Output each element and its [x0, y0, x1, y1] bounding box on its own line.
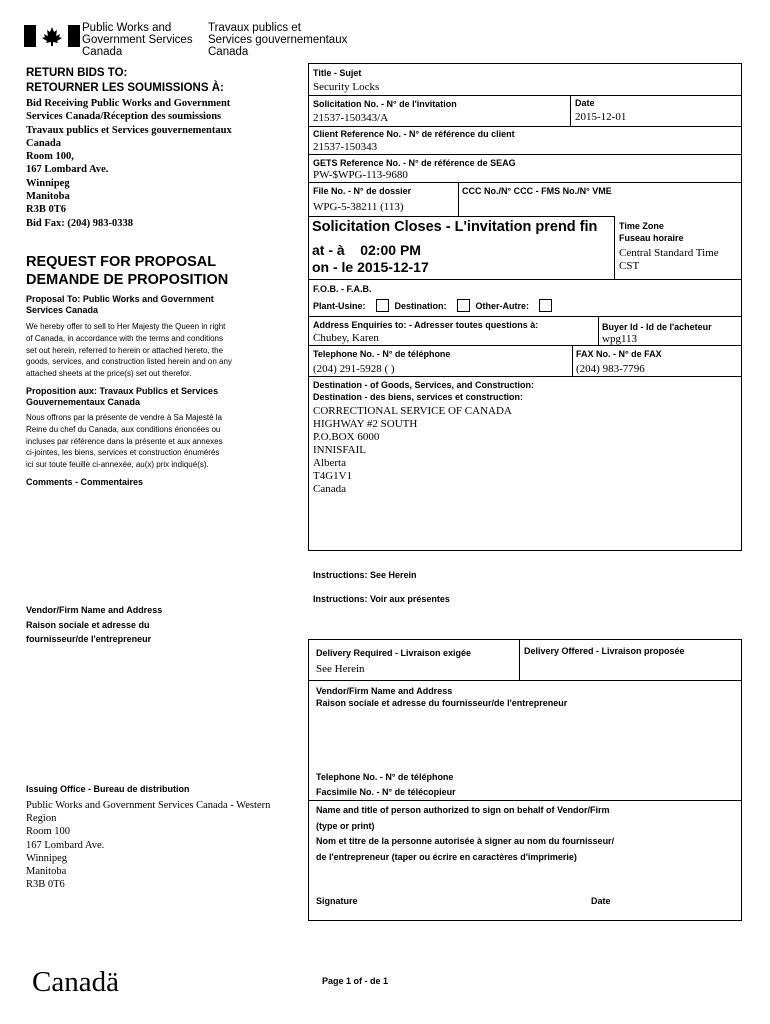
delivery-required-label: Delivery Required - Livraison exigée [316, 648, 472, 658]
destination-label-en: Destination - of Goods, Services, and Construction: [313, 380, 535, 390]
issuing-office-line: Public Works and Government Services Canada - Western [26, 800, 271, 811]
proposition-aux-text: incluses par référence dans la présente et aux annexes [26, 436, 223, 446]
department-name-fr-line1: Travaux publics et [208, 22, 301, 34]
instructions-fr: Instructions: Voir aux présentes [313, 594, 450, 604]
vendor-fax-label: Facsimile No. - N° de télécopieur [316, 787, 456, 797]
vendor-firm-label-en: Vendor/Firm Name and Address [316, 686, 453, 696]
document-type-en: REQUEST FOR PROPOSAL [26, 254, 217, 270]
canada-wordmark: Canadä [32, 966, 119, 998]
closing-at-label: at - à [312, 242, 345, 258]
other-autre-checkbox[interactable] [539, 299, 552, 312]
page-number: Page 1 of - de 1 [322, 976, 389, 986]
return-bids-line: Manitoba [26, 191, 70, 203]
solicitation-number-label: Solicitation No. - N° de l'invitation [313, 99, 457, 109]
gets-reference-value: PW-$WPG-113-9680 [313, 169, 408, 181]
address-enquiries-value: Chubey, Karen [313, 332, 379, 344]
proposition-aux-text: Reine du chef du Canada, aux conditions énoncées ou [26, 424, 221, 434]
destination-line: CORRECTIONAL SERVICE OF CANADA [313, 405, 512, 417]
destination-label [313, 379, 534, 403]
department-name-en-line2: Government Services [82, 34, 193, 46]
return-bids-line: Services Canada/Réception des soumissions [26, 111, 222, 123]
plant-usine-label: Plant-Usine: [313, 301, 366, 311]
authorized-signatory-label [316, 803, 614, 865]
gets-reference-label: GETS Reference No. - N° de référence de SEAG [313, 158, 516, 168]
issuing-office-address [26, 799, 270, 891]
return-bids-line: R3B 0T6 [26, 204, 66, 216]
destination-line: Alberta [313, 457, 346, 469]
proposal-to-label [26, 294, 214, 316]
proposal-to-text: attached sheets at the price(s) set out therefor. [26, 369, 192, 379]
issuing-office-line: Region [26, 813, 57, 825]
return-bids-line: Canada [26, 137, 62, 149]
destination-line: P.O.BOX 6000 [313, 431, 380, 443]
authorized-signatory-line: (type or print) [316, 820, 375, 831]
fob-options [313, 299, 558, 312]
file-number-label: File No. - N° de dossier [313, 186, 412, 196]
vendor-left-line3: fournisseur/de l'entrepreneur [26, 634, 152, 644]
client-reference-label: Client Reference No. - N° de référence du client [313, 129, 515, 139]
signature-date-label: Date [591, 896, 611, 906]
destination-checkbox[interactable] [457, 299, 470, 312]
ccc-fms-label: CCC No./N° CCC - FMS No./N° VME [462, 186, 612, 196]
buyer-id-label: Buyer Id - Id de l'acheteur [602, 322, 712, 332]
proposition-aux-text: ci-jointes, les biens, services et construction énumérés [26, 448, 220, 458]
canada-flag-icon [24, 25, 80, 47]
vendor-left-line2: Raison sociale et adresse du [26, 619, 150, 630]
destination-line: T4G1V1 [313, 470, 353, 482]
destination-line: Canada [313, 483, 346, 495]
fax-label: FAX No. - N° de FAX [576, 349, 662, 359]
vendor-phone-label: Telephone No. - N° de téléphone [316, 772, 454, 782]
return-bids-title [26, 66, 224, 96]
document-type-fr: DEMANDE DE PROPOSITION [26, 272, 229, 288]
file-number-value: WPG-5-38211 (113) [313, 201, 404, 213]
date-label: Date [575, 98, 595, 108]
closing-time-value: 02:00 PM [360, 242, 421, 258]
instructions-en: Instructions: See Herein [313, 570, 417, 580]
department-name-en-line3: Canada [82, 46, 123, 58]
proposition-aux-text: Nous offrons par la présente de vendre à Sa Majesté la [26, 413, 222, 422]
department-name-en-line1: Public Works and [82, 22, 172, 34]
fob-label: F.O.B. - F.A.B. [313, 284, 372, 294]
other-autre-label: Other-Autre: [475, 301, 530, 311]
fax-value: (204) 983-7796 [576, 363, 645, 375]
proposal-to-label-line2: Services Canada [26, 305, 99, 315]
issuing-office-label: Issuing Office - Bureau de distribution [26, 784, 190, 794]
government-header [24, 22, 364, 62]
closing-on-label: on - le [312, 259, 354, 275]
destination-label-fr: Destination - des biens, services et construction: [313, 392, 524, 402]
time-zone-value-line1: Central Standard Time [619, 247, 719, 259]
proposition-aux-label-line2: Gouvernementaux Canada [26, 397, 141, 407]
proposition-aux-text: ici sur toute feuille ci-annexée, au(x) prix indiqué(s). [26, 460, 209, 470]
bid-fax: Bid Fax: (204) 983-0338 [26, 217, 134, 229]
vendor-firm-label [316, 685, 567, 709]
date-value: 2015-12-01 [575, 111, 627, 123]
telephone-value: (204) 291-5928 ( ) [313, 363, 395, 375]
proposition-aux-label [26, 386, 218, 408]
proposition-aux-body [26, 412, 223, 471]
issuing-office-line: Winnipeg [26, 852, 67, 864]
time-zone-value-line2: CST [619, 260, 640, 272]
closing-date-value: 2015-12-17 [357, 259, 429, 275]
proposition-aux-label-line1: Proposition aux: Travaux Publics et Services [26, 386, 219, 396]
issuing-office-line: Room 100 [26, 826, 71, 838]
plant-usine-checkbox[interactable] [376, 299, 389, 312]
return-bids-line: Room 100, [26, 151, 74, 163]
solicitation-closes-title: Solicitation Closes - L'invitation prend fin [312, 219, 598, 235]
issuing-office-line: 167 Lombard Ave. [26, 839, 105, 851]
proposal-to-body [26, 321, 232, 380]
vendor-firm-label-fr: Raison sociale et adresse du fournisseur/de l'entrepreneur [316, 698, 568, 708]
address-enquiries-label: Address Enquiries to: - Adresser toutes questions à: [313, 320, 539, 330]
buyer-id-value: wpg113 [602, 333, 638, 345]
document-type-title [26, 253, 228, 289]
authorized-signatory-line: de l'entrepreneur (taper ou écrire en caractères d'imprimerie) [316, 851, 577, 862]
return-bids-title-fr: RETOURNER LES SOUMISSIONS À: [26, 82, 224, 94]
proposal-to-text: set out herein, referred to herein or attached hereto, the [26, 345, 224, 355]
proposal-to-label-line1: Proposal To: Public Works and Government [26, 294, 214, 304]
proposal-to-text: goods, services, and construction listed herein and on any [26, 357, 232, 367]
time-zone-label [619, 220, 684, 244]
signature-label: Signature [316, 896, 358, 906]
closing-date [312, 258, 429, 276]
telephone-label: Telephone No. - N° de téléphone [313, 349, 451, 359]
solicitation-number-value: 21537-150343/A [313, 112, 389, 124]
proposal-to-text: We hereby offer to sell to Her Majesty the Queen in right [26, 322, 226, 331]
authorized-signatory-line: Name and title of person authorized to sign on behalf of Vendor/Firm [316, 805, 610, 815]
return-bids-line: Winnipeg [26, 177, 70, 189]
closing-time [312, 241, 421, 259]
issuing-office-line: R3B 0T6 [26, 879, 65, 891]
issuing-office-line: Manitoba [26, 866, 67, 878]
destination-fob-label: Destination: [394, 301, 447, 311]
destination-line: HIGHWAY #2 SOUTH [313, 418, 418, 430]
time-zone-label-fr: Fuseau horaire [619, 233, 684, 243]
time-zone-value [619, 247, 719, 273]
authorized-signatory-line: Nom et titre de la personne autorisée à signer au nom du fournisseur/ [316, 836, 615, 846]
comments-label: Comments - Commentaires [26, 477, 144, 487]
destination-address [313, 405, 512, 496]
return-bids-title-en: RETURN BIDS TO: [26, 67, 128, 79]
destination-line: INNISFAIL [313, 444, 366, 456]
delivery-required-value: See Herein [316, 663, 365, 675]
title-label: Title - Sujet [313, 68, 362, 78]
return-bids-line: Bid Receiving Public Works and Government [26, 98, 231, 109]
department-name-fr-line3: Canada [208, 46, 249, 58]
vendor-firm-label-left [26, 603, 162, 647]
return-bids-line: Travaux publics et Services gouvernementaux [26, 124, 232, 136]
proposal-to-text: of Canada, in accordance with the terms and conditions [26, 333, 224, 343]
return-bids-line: 167 Lombard Ave. [26, 164, 109, 176]
title-value: Security Locks [313, 81, 380, 93]
delivery-offered-label: Delivery Offered - Livraison proposée [524, 646, 685, 656]
return-bids-address [26, 97, 232, 230]
vendor-left-line1: Vendor/Firm Name and Address [26, 605, 163, 615]
client-reference-value: 21537-150343 [313, 141, 378, 153]
department-name-fr-line2: Services gouvernementaux [208, 34, 348, 46]
time-zone-label-en: Time Zone [619, 221, 664, 231]
